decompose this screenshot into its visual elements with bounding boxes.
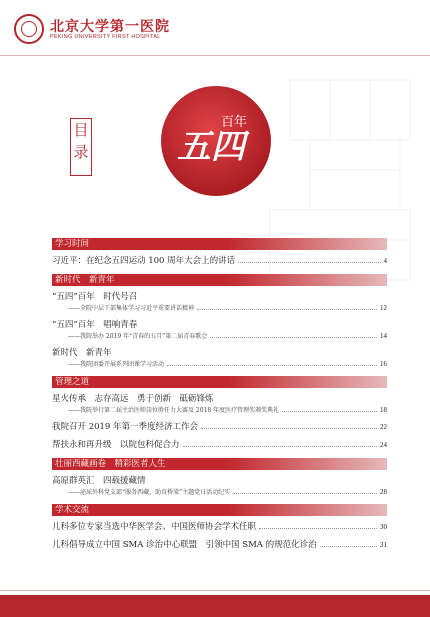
entry-title: 我院召开 2019 年第一季度经济工作会 bbox=[52, 422, 199, 432]
page-header bbox=[0, 0, 430, 62]
entry-title: “五四”百年 唱响青春 bbox=[52, 320, 138, 330]
page-number: 16 bbox=[380, 360, 387, 368]
entry-title: 星火传承 志存高远 勇于创新 砥砺锋炼 bbox=[52, 394, 214, 404]
toc-entry[interactable] bbox=[52, 521, 387, 534]
entry-title: 儿科倡导成立中国 SMA 诊治中心联盟 引领中国 SMA 的规范化诊治 bbox=[52, 540, 317, 550]
leader-dots bbox=[238, 257, 380, 263]
entry-subtitle: ——泌尿外科党支部“服务西藏，助育桥梁”主题党日活动纪实 bbox=[68, 489, 231, 496]
toc-entry[interactable] bbox=[52, 255, 387, 268]
hospital-logo-icon bbox=[14, 14, 44, 44]
entry-title: 帮扶永和再升级 以院包科促合力 bbox=[52, 440, 180, 450]
page-number: 18 bbox=[380, 406, 387, 414]
header-divider bbox=[0, 55, 430, 56]
leader-dots bbox=[197, 304, 377, 310]
toc-entry[interactable] bbox=[52, 539, 387, 552]
entry-title: 新时代 新青年 bbox=[52, 348, 112, 358]
hospital-name-en: PEKING UNIVERSITY FIRST HOSPITAL bbox=[50, 34, 161, 40]
page-number: 12 bbox=[380, 304, 387, 312]
section-header bbox=[52, 504, 387, 516]
entry-title: 习近平：在纪念五四运动 100 周年大会上的讲话 bbox=[52, 256, 236, 266]
page-number: 4 bbox=[383, 257, 387, 265]
leader-dots bbox=[183, 441, 377, 447]
page-number: 14 bbox=[380, 332, 387, 340]
hospital-name: 北京大学第一医院 bbox=[50, 19, 170, 35]
leader-dots bbox=[233, 488, 377, 494]
svg-text:五四: 五四 bbox=[177, 127, 245, 167]
footer-band bbox=[0, 595, 430, 617]
leader-dots bbox=[201, 423, 377, 429]
toc-entry[interactable] bbox=[52, 421, 387, 434]
entry-subtitle: ——我院举办 2019 年“青春的五月”第二届青春歌会 bbox=[68, 333, 208, 340]
leader-dots bbox=[259, 523, 377, 529]
page-number: 28 bbox=[380, 488, 387, 496]
page-number: 30 bbox=[380, 523, 387, 531]
page-number: 24 bbox=[380, 441, 387, 449]
entry-title: 儿科多位专家当选中华医学会、中国医师协会学术任职 bbox=[52, 522, 257, 532]
toc-heading: 目 录 bbox=[70, 118, 92, 176]
leader-dots bbox=[282, 406, 377, 412]
entry-title: 高原群英汇 四载援藏情 bbox=[52, 476, 146, 486]
toc-entry[interactable] bbox=[52, 439, 387, 452]
toc-entry[interactable] bbox=[52, 319, 387, 342]
leader-dots bbox=[320, 541, 377, 547]
entry-title: “五四”百年 时代号召 bbox=[52, 292, 138, 302]
footer-divider bbox=[0, 590, 430, 591]
section-title: 学习时间 bbox=[55, 239, 90, 249]
section-header bbox=[52, 458, 387, 470]
entry-subtitle: ——我院举行第二届主治医师岗位胜任力大赛及 2018 年度医疗管理奖颁奖典礼 bbox=[68, 407, 280, 414]
toc-entry[interactable] bbox=[52, 291, 387, 314]
page-number: 22 bbox=[380, 423, 387, 431]
section-title: 管理之道 bbox=[55, 377, 90, 387]
section-header bbox=[52, 238, 387, 250]
toc-entry[interactable] bbox=[52, 347, 387, 370]
leader-dots bbox=[167, 360, 377, 366]
toc-entry[interactable] bbox=[52, 393, 387, 416]
table-of-contents bbox=[52, 238, 387, 552]
wusi-centennial-emblem bbox=[157, 82, 275, 200]
section-header bbox=[52, 274, 387, 286]
section-header bbox=[52, 376, 387, 388]
leader-dots bbox=[210, 332, 377, 338]
section-title: 学术交流 bbox=[55, 505, 90, 515]
toc-entry[interactable] bbox=[52, 475, 387, 498]
section-title: 新时代 新青年 bbox=[55, 275, 115, 285]
entry-subtitle: ——我院团委开展系列团课学习活动 bbox=[68, 361, 165, 368]
page-number: 31 bbox=[380, 541, 387, 549]
entry-subtitle: ——全院中层干部集体学习习近平重要讲话精神 bbox=[68, 305, 195, 312]
section-title: 壮丽西藏画卷 精彩医者人生 bbox=[55, 459, 166, 469]
svg-text:百年: 百年 bbox=[221, 115, 248, 130]
